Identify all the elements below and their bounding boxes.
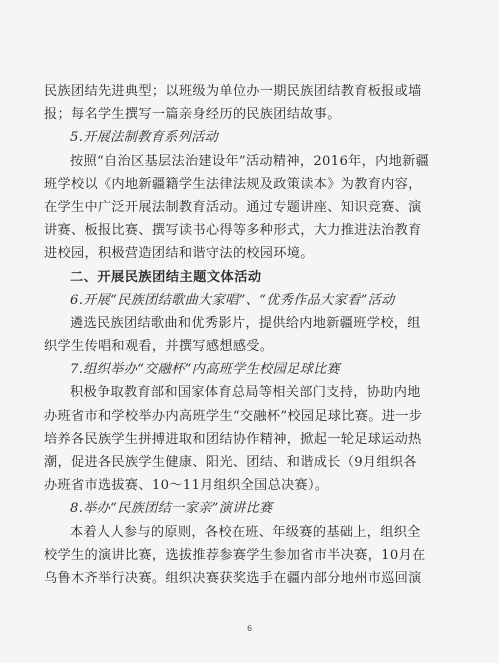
paragraph-line: 按照“自治区基层法治建设年”活动精神，2016年，内地新疆 — [70, 153, 430, 169]
paragraph-line: 民族团结先进典型；以班级为单位办一期民族团结教育板报或墙 — [44, 84, 422, 99]
paragraph-line: 办班省市选拔赛、10～11月组织全国总决赛）。 — [44, 478, 329, 494]
paragraph-line: 积极争取教育部和国家体育总局等相关部门支持，协助内地 — [70, 385, 421, 401]
paragraph-line: 织学生传唱和观看，并撰写感想感受。 — [44, 339, 274, 355]
subsection-heading: 8.举办“民族团结一家亲”演讲比赛 — [70, 501, 273, 517]
paragraph-line: 在学生中广泛开展法制教育活动。通过专题讲座、知识竞赛、演 — [44, 199, 422, 215]
paragraph-line: 讲赛、板报比赛、撰写读书心得等多种形式，大力推进法治教育 — [44, 223, 422, 239]
subsection-heading: 6.开展“民族团结歌曲大家唱”、“优秀作品大家看”活动 — [70, 292, 395, 308]
paragraph-line: 进校园，积极营造团结和谐守法的校园环境。 — [44, 246, 314, 262]
paragraph-line: 报；每名学生撰写一篇亲身经历的民族团结故事。 — [44, 107, 341, 123]
subsection-heading: 7.组织举办“交融杯”内高班学生校园足球比赛 — [70, 362, 341, 378]
paragraph-line: 潮，促进各民族学生健康、阳光、团结、和谐成长（9月组织各 — [44, 455, 417, 470]
section-heading: 二、开展民族团结主题文体活动 — [70, 269, 262, 285]
paragraph-line: 遴选民族团结歌曲和优秀影片，提供给内地新疆班学校，组 — [70, 315, 421, 331]
paragraph-line: 本着人人参与的原则，各校在班、年级赛的基础上，组织全 — [70, 524, 421, 540]
page-number: 6 — [246, 624, 253, 633]
document-body — [44, 82, 464, 592]
paragraph-line: 培养各民族学生拼搏进取和团结协作精神，掀起一轮足球运动热 — [44, 431, 422, 447]
paragraph-line: 乌鲁木齐举行决赛。组织决赛获奖选手在疆内部分地州市巡回演 — [44, 570, 422, 586]
subsection-heading: 5.开展法制教育系列活动 — [70, 130, 219, 146]
paragraph-line: 办班省市和学校举办内高班学生“交融杯”校园足球比赛。进一步 — [44, 408, 423, 424]
paragraph-line: 校学生的演讲比赛，选拔推荐参赛学生参加省市半决赛，10月在 — [44, 547, 426, 563]
paragraph-line: 班学校以《内地新疆籍学生法律法规及政策读本》为教育内容， — [44, 176, 422, 192]
